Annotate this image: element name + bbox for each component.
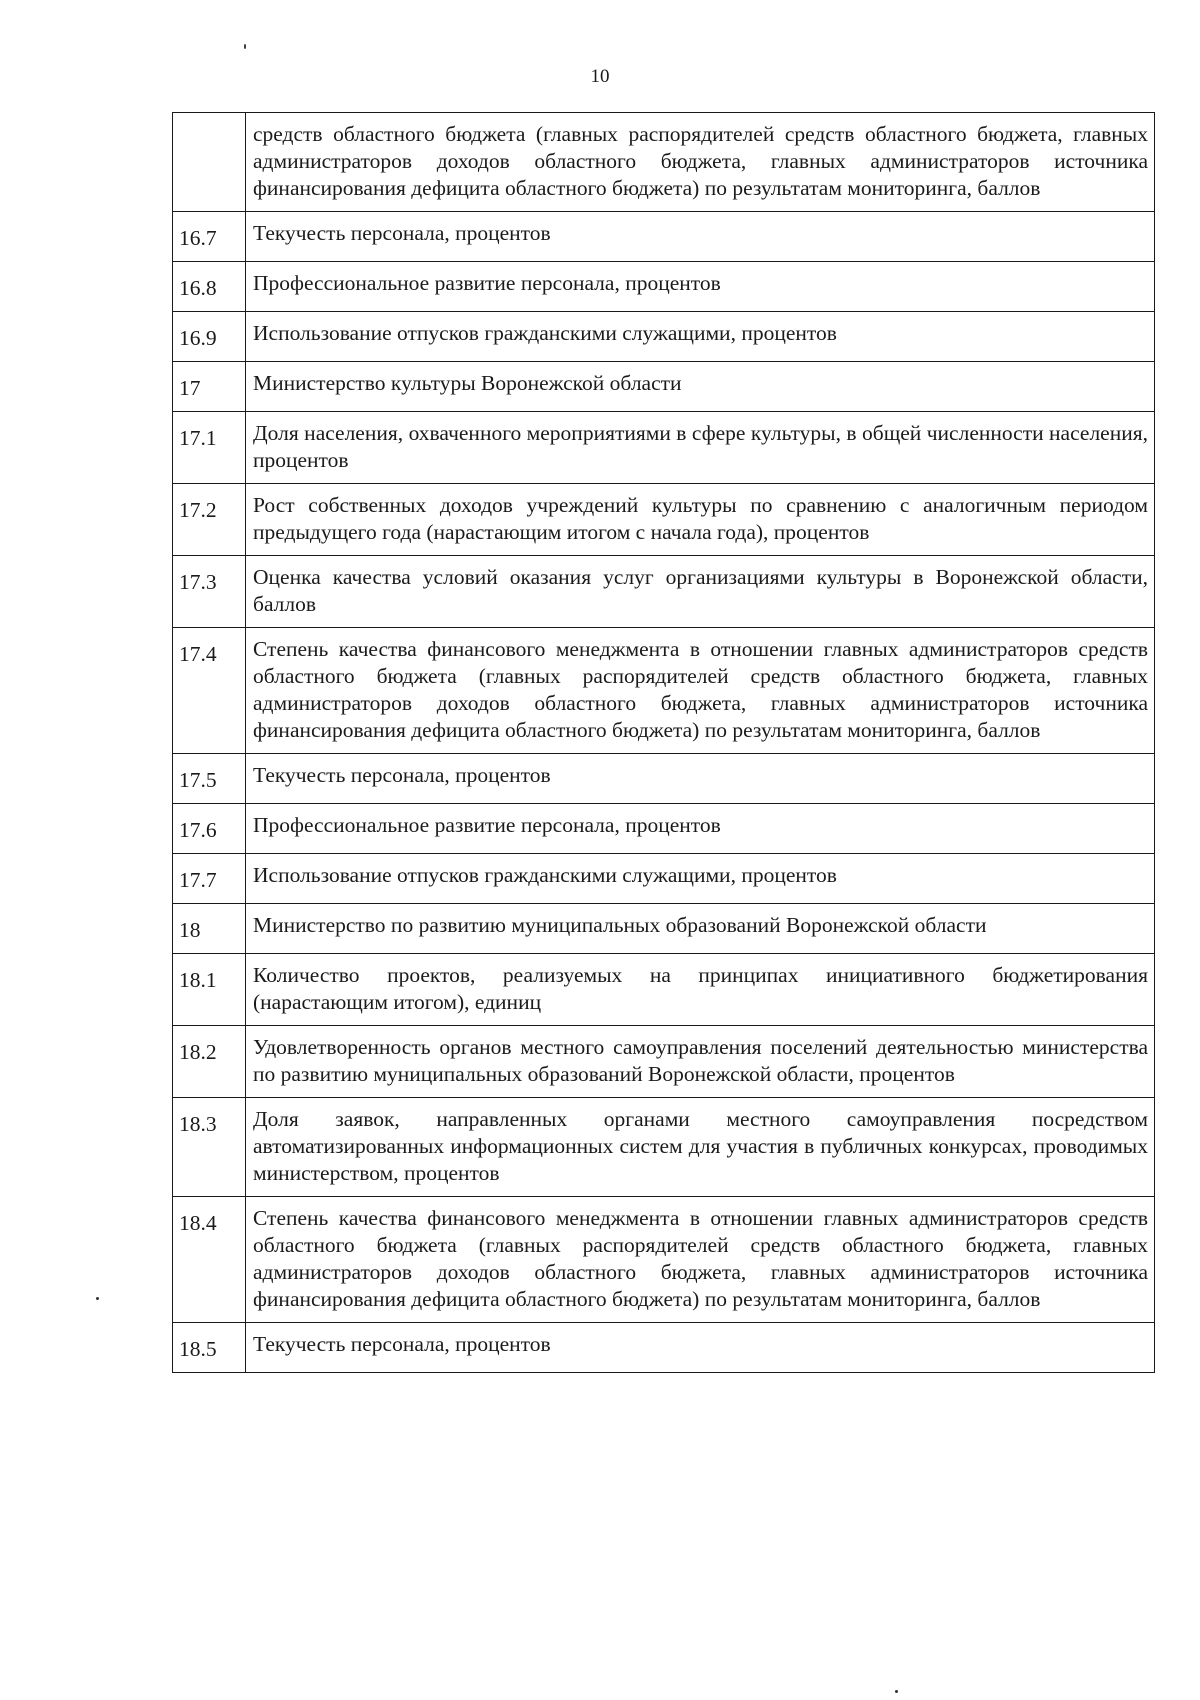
- table-row: [173, 954, 1155, 1026]
- table-row: [173, 1197, 1155, 1323]
- row-number: 17.3: [173, 556, 246, 628]
- row-text: Использование отпусков гражданскими служащими, процентов: [246, 312, 1155, 362]
- row-text: средств областного бюджета (главных распорядителей средств областного бюджета, главных администраторов доходов областного бюджета, главных администраторов источника финансирования дефицита областного бюджета) по результатам мониторинга, баллов: [246, 113, 1155, 212]
- table-row: [173, 804, 1155, 854]
- row-number: 17: [173, 362, 246, 412]
- table-row: [173, 1098, 1155, 1197]
- row-text: Текучесть персонала, процентов: [246, 1323, 1155, 1373]
- row-number: 17.7: [173, 854, 246, 904]
- table-row: [173, 556, 1155, 628]
- row-text: Использование отпусков гражданскими служащими, процентов: [246, 854, 1155, 904]
- table-row: [173, 113, 1155, 212]
- indicators-table: [172, 112, 1155, 1373]
- table-row: [173, 212, 1155, 262]
- row-text: Доля населения, охваченного мероприятиями в сфере культуры, в общей численности населения, процентов: [246, 412, 1155, 484]
- row-number: 17.5: [173, 754, 246, 804]
- row-number: 17.6: [173, 804, 246, 854]
- row-text: Степень качества финансового менеджмента в отношении главных администраторов средств областного бюджета (главных распорядителей средств областного бюджета, главных администраторов доходов областного бюджета, главных администраторов источника финансирования дефицита областного бюджета) по результатам мониторинга, баллов: [246, 628, 1155, 754]
- table-row: [173, 312, 1155, 362]
- row-text: Доля заявок, направленных органами местного самоуправления посредством автоматизированных информационных систем для участия в публичных конкурсах, проводимых министерством, процентов: [246, 1098, 1155, 1197]
- row-text: Министерство по развитию муниципальных образований Воронежской области: [246, 904, 1155, 954]
- scan-speck: [895, 1690, 898, 1693]
- row-number: 16.8: [173, 262, 246, 312]
- row-text: Количество проектов, реализуемых на принципах инициативного бюджетирования (нарастающим итогом), единиц: [246, 954, 1155, 1026]
- row-number: 18.4: [173, 1197, 246, 1323]
- row-text: Оценка качества условий оказания услуг организациями культуры в Воронежской области, баллов: [246, 556, 1155, 628]
- row-number: 18: [173, 904, 246, 954]
- row-text: Степень качества финансового менеджмента в отношении главных администраторов средств областного бюджета (главных распорядителей средств областного бюджета, главных администраторов доходов областного бюджета, главных администраторов источника финансирования дефицита областного бюджета) по результатам мониторинга, баллов: [246, 1197, 1155, 1323]
- table-row: [173, 412, 1155, 484]
- table-row: [173, 854, 1155, 904]
- row-text: Текучесть персонала, процентов: [246, 212, 1155, 262]
- row-number: 16.7: [173, 212, 246, 262]
- row-number: 18.2: [173, 1026, 246, 1098]
- row-number: [173, 113, 246, 212]
- row-number: 16.9: [173, 312, 246, 362]
- row-number: 17.4: [173, 628, 246, 754]
- scan-speck: [96, 1297, 99, 1300]
- scan-speck: [244, 44, 246, 49]
- row-number: 18.5: [173, 1323, 246, 1373]
- table-row: [173, 628, 1155, 754]
- table-row: [173, 904, 1155, 954]
- row-number: 18.3: [173, 1098, 246, 1197]
- row-text: Рост собственных доходов учреждений культуры по сравнению с аналогичным периодом предыдущего года (нарастающим итогом с начала года), процентов: [246, 484, 1155, 556]
- table-row: [173, 754, 1155, 804]
- row-number: 17.1: [173, 412, 246, 484]
- row-number: 18.1: [173, 954, 246, 1026]
- row-text: Удовлетворенность органов местного самоуправления поселений деятельностью министерства по развитию муниципальных образований Воронежской области, процентов: [246, 1026, 1155, 1098]
- row-text: Министерство культуры Воронежской области: [246, 362, 1155, 412]
- row-text: Профессиональное развитие персонала, процентов: [246, 262, 1155, 312]
- table-row: [173, 1026, 1155, 1098]
- row-number: 17.2: [173, 484, 246, 556]
- table-row: [173, 1323, 1155, 1373]
- page-number: 10: [590, 66, 610, 87]
- table-row: [173, 262, 1155, 312]
- row-text: Профессиональное развитие персонала, процентов: [246, 804, 1155, 854]
- row-text: Текучесть персонала, процентов: [246, 754, 1155, 804]
- table-row: [173, 484, 1155, 556]
- table-row: [173, 362, 1155, 412]
